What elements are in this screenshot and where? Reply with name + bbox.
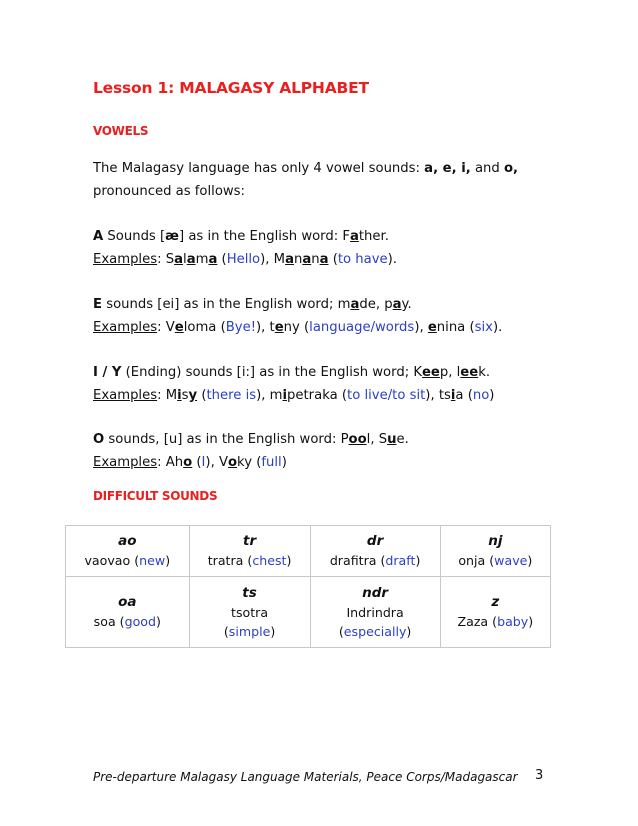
vowel-i-letter: I / Y <box>93 365 122 380</box>
table-cell: tr tratra (chest) <box>189 526 310 577</box>
example-text: ky <box>237 455 253 470</box>
vowel-a-highlight: a <box>349 229 359 244</box>
example-text: nina <box>436 320 466 335</box>
sound-word: drafitra <box>329 553 377 568</box>
example-gloss: language/words <box>309 320 415 335</box>
sound-gloss: simple <box>228 623 271 639</box>
example-gloss: six <box>474 320 493 335</box>
example-highlight: i <box>450 388 456 403</box>
vowel-a-desc: Sounds [ <box>103 229 166 244</box>
vowel-o-highlight: oo <box>348 432 367 447</box>
examples-label: Examples <box>93 455 158 470</box>
sound-gloss: draft <box>385 553 416 568</box>
example-text: M <box>165 388 178 403</box>
example-highlight: i <box>282 388 288 403</box>
vowel-o-desc: sounds, [u] as in the English word: P <box>104 432 349 447</box>
sound-word: Indrindra <box>346 604 404 620</box>
example-gloss: I <box>201 455 206 470</box>
example-highlight: a <box>186 252 196 267</box>
examples-colon: : <box>157 252 166 267</box>
vowel-e-examples: Examples: Veloma (Bye!), teny (language/words), enina (six). <box>93 320 503 335</box>
intro-text: The Malagasy language has only 4 vowel sounds: <box>93 161 425 176</box>
example-text: ts <box>438 388 451 403</box>
sound-combo: nj <box>488 533 503 549</box>
vowels-heading: VOWELS <box>93 124 149 138</box>
vowel-i-highlight: ee <box>460 365 479 380</box>
examples-label: Examples <box>93 252 158 267</box>
example-highlight: a <box>208 252 218 267</box>
example-highlight: a <box>302 252 312 267</box>
table-cell: ao vaovao (new) <box>66 526 190 577</box>
example-highlight: e <box>274 320 284 335</box>
sound-word: vaovao <box>84 553 131 568</box>
example-text: m <box>195 252 209 267</box>
example-text: petraka <box>287 388 338 403</box>
example-gloss: no <box>472 388 490 403</box>
example-gloss: Hello <box>226 252 261 267</box>
sound-gloss: good <box>124 614 156 629</box>
sound-word: Zaza <box>457 614 489 629</box>
example-text: M <box>273 252 286 267</box>
example-gloss: Bye! <box>225 320 256 335</box>
sound-gloss: especially <box>343 623 407 639</box>
example-text: m <box>269 388 283 403</box>
lesson-title: Lesson 1: MALAGASY ALPHABET <box>93 79 369 97</box>
vowel-e-block <box>93 293 502 339</box>
example-text: l <box>183 252 187 267</box>
table-row <box>66 526 551 577</box>
vowel-e-desc3: y. <box>401 297 412 312</box>
example-text: n <box>311 252 320 267</box>
table-cell: z Zaza (baby) <box>440 577 550 648</box>
example-gloss: to live/to sit <box>347 388 426 403</box>
vowel-e-highlight: a <box>392 297 402 312</box>
example-highlight: y <box>188 388 198 403</box>
example-text: V <box>165 320 175 335</box>
example-gloss: full <box>261 455 282 470</box>
example-highlight: o <box>227 455 238 470</box>
vowel-o-desc3: e. <box>396 432 409 447</box>
example-text: Ah <box>165 455 184 470</box>
vowel-i-block <box>93 361 494 407</box>
table-cell: oa soa (good) <box>66 577 190 648</box>
difficult-sounds-table <box>65 525 551 648</box>
example-text: S <box>165 252 175 267</box>
example-text: a <box>455 388 464 403</box>
table-cell: ndr Indrindra (especially) <box>310 577 440 648</box>
example-highlight: i <box>177 388 182 403</box>
table-cell: ts tsotra (simple) <box>189 577 310 648</box>
vowel-i-highlight: ee <box>421 365 440 380</box>
vowel-a-desc3: ther. <box>358 229 389 244</box>
vowel-o-highlight: u <box>387 432 397 447</box>
intro-vowel-a: a, <box>424 161 443 176</box>
example-text: loma <box>183 320 217 335</box>
vowel-i-desc2: p, l <box>439 365 461 380</box>
sound-word: onja <box>458 553 486 568</box>
example-text: V <box>218 455 228 470</box>
vowel-e-desc: sounds [ei] as in the English word; m <box>102 297 351 312</box>
vowel-o-desc2: l, S <box>366 432 388 447</box>
example-highlight: e <box>427 320 437 335</box>
sound-combo: ndr <box>362 584 389 601</box>
vowel-e-highlight: a <box>350 297 360 312</box>
sound-gloss: baby <box>497 614 529 629</box>
table-cell: dr drafitra (draft) <box>310 526 440 577</box>
table-cell: nj onja (wave) <box>440 526 550 577</box>
sound-gloss: wave <box>494 553 528 568</box>
example-text: s <box>181 388 189 403</box>
vowel-a-block <box>93 225 397 271</box>
vowel-e-desc2: de, p <box>359 297 393 312</box>
example-gloss: to have <box>337 252 388 267</box>
example-highlight: o <box>183 455 193 470</box>
vowel-i-examples: Examples: Misy (there is), mipetraka (to live/to sit), tsia (no) <box>93 388 495 403</box>
example-highlight: e <box>174 320 184 335</box>
vowel-a-examples: Examples: Salama (Hello), Manana (to have). <box>93 252 397 267</box>
example-text: t <box>269 320 275 335</box>
vowel-o-letter: O <box>93 432 105 447</box>
example-gloss: there is <box>206 388 257 403</box>
example-text: n <box>293 252 303 267</box>
example-highlight: a <box>285 252 294 267</box>
vowel-o-block <box>93 428 409 474</box>
intro-vowel-i: i, <box>461 161 471 176</box>
vowel-i-desc: (Ending) sounds [i:] as in the English word; K <box>121 365 422 380</box>
example-highlight: a <box>174 252 184 267</box>
sound-combo: z <box>491 594 500 610</box>
table-row <box>66 577 551 648</box>
vowel-a-desc2: ] as in the English word: F <box>178 229 350 244</box>
page-footer: Pre-departure Malagasy Language Materials, Peace Corps/Madagascar <box>93 770 518 784</box>
examples-label: Examples <box>93 388 158 403</box>
example-text: ny <box>283 320 300 335</box>
sound-combo: tr <box>242 533 257 549</box>
vowel-a-letter: A <box>93 229 104 244</box>
sound-word: soa <box>93 614 116 629</box>
sound-combo: ao <box>118 533 137 549</box>
vowel-i-desc3: k. <box>478 365 491 380</box>
sound-combo: oa <box>118 594 137 610</box>
intro-paragraph <box>93 157 518 203</box>
example-highlight: a <box>319 252 329 267</box>
sound-gloss: new <box>139 553 166 568</box>
difficult-sounds-heading: DIFFICULT SOUNDS <box>93 489 218 503</box>
vowel-e-letter: E <box>93 297 103 312</box>
intro-line2: pronounced as follows: <box>93 184 245 199</box>
examples-label: Examples <box>93 320 158 335</box>
sound-word: tratra <box>207 553 244 568</box>
vowel-o-examples: Examples: Aho (I), Voky (full) <box>93 455 287 470</box>
vowel-a-ipa: æ <box>165 229 179 244</box>
page-number: 3 <box>535 768 544 783</box>
intro-vowel-o: o, <box>503 161 519 176</box>
intro-and: and <box>470 161 504 176</box>
sound-gloss: chest <box>252 553 287 568</box>
sound-word: tsotra <box>231 604 269 620</box>
intro-vowel-e: e, <box>442 161 462 176</box>
sound-combo: dr <box>366 533 384 549</box>
sound-combo: ts <box>242 584 257 601</box>
